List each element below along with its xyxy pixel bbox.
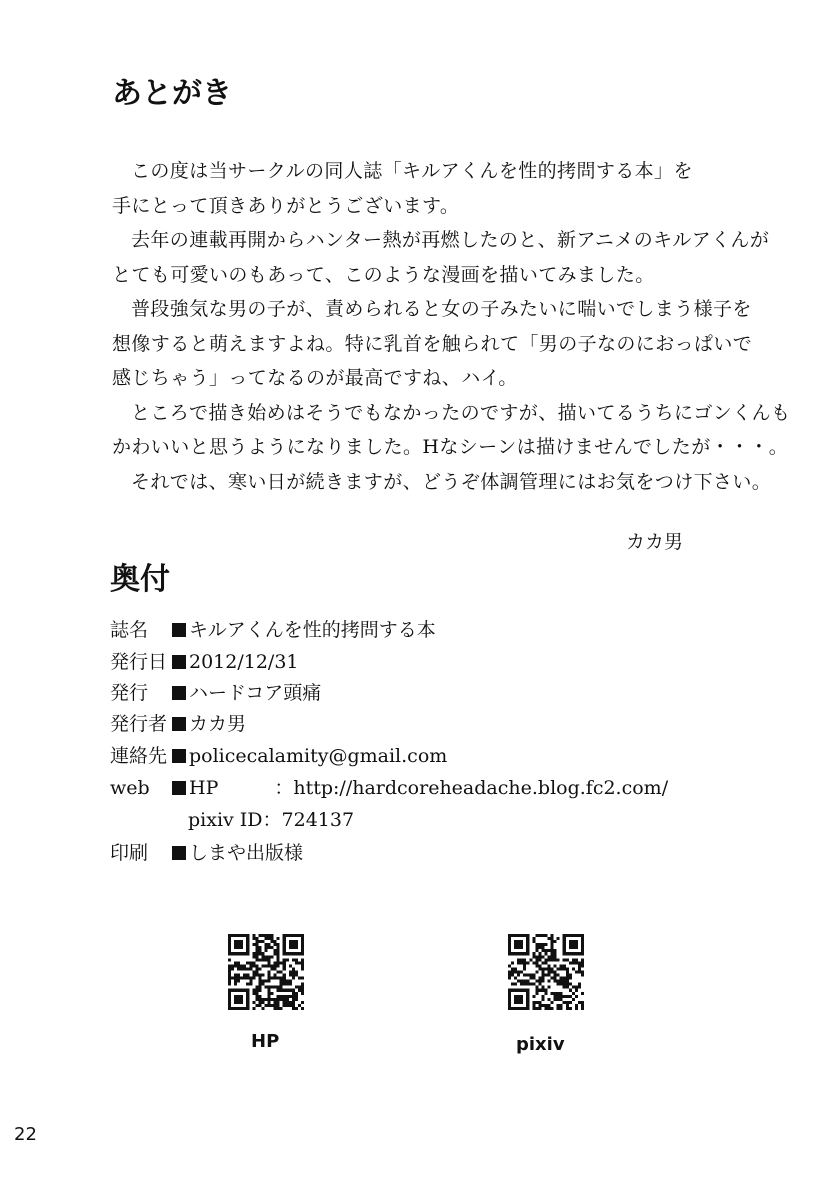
- qr-code-pixiv-icon: [508, 934, 584, 1010]
- colophon-row-pixiv: [188, 807, 354, 833]
- web-hp-url[interactable]: ：http://hardcoreheadache.blog.fc2.com/: [274, 777, 669, 799]
- colophon-value: しまや出版様: [189, 842, 304, 864]
- contact-email[interactable]: policecalamity@gmail.com: [189, 745, 448, 767]
- author-signature: カカ男: [626, 531, 684, 553]
- colophon-label: 発行者: [110, 713, 168, 735]
- afterword-body: [112, 154, 791, 499]
- afterword-line: 去年の連載再開からハンター熱が再燃したのと、新アニメのキルアくんが: [131, 229, 770, 251]
- colophon-label: 連絡先: [110, 745, 168, 767]
- colophon-label: 誌名: [110, 619, 149, 641]
- colophon-row-contact: [110, 743, 447, 769]
- colophon-label: 発行: [110, 682, 149, 704]
- colophon-label: 印刷: [110, 842, 149, 864]
- colophon-row-publisher: [110, 680, 321, 706]
- afterword-line: 感じちゃう」ってなるのが最高ですね、ハイ。: [112, 367, 518, 389]
- bullet-square-icon: [172, 686, 186, 700]
- colophon-label: web: [110, 777, 150, 799]
- qr-code-hp-icon: [228, 934, 304, 1010]
- pixiv-id: pixiv ID：724137: [188, 809, 355, 831]
- qr-pixiv-label: pixiv: [516, 1034, 565, 1055]
- colophon-value: キルアくんを性的拷問する本: [189, 619, 436, 641]
- colophon-value: 2012/12/31: [189, 651, 299, 673]
- afterword-line: 想像すると萌えますよね。特に乳首を触られて「男の子なのにおっぱいで: [112, 332, 753, 355]
- afterword-line: この度は当サークルの同人誌「キルアくんを性的拷問する本」を: [131, 160, 693, 182]
- colophon-row-issuer: [110, 711, 246, 737]
- bullet-square-icon: [172, 749, 186, 763]
- web-hp-label: HP: [189, 777, 219, 799]
- afterword-title: あとがき: [112, 76, 232, 111]
- colophon-value: ハードコア頭痛: [189, 682, 322, 704]
- colophon-row-date: [110, 649, 299, 675]
- colophon-label: 発行日: [110, 651, 168, 673]
- afterword-line: ところで描き始めはそうでもなかったのですが、描いてるうちにゴンくんも: [131, 401, 791, 424]
- bullet-square-icon: [172, 846, 186, 860]
- afterword-line: かわいいと思うようになりました。Hなシーンは描けませんでしたが・・・。: [112, 436, 789, 458]
- afterword-line: 普段強気な男の子が、責められると女の子みたいに喘いでしまう様子を: [131, 298, 752, 320]
- qr-hp-label: HP: [251, 1031, 280, 1052]
- colophon-row-web: [110, 775, 668, 801]
- page-number: 22: [14, 1124, 37, 1145]
- afterword-line: それでは、寒い日が続きますが、どうぞ体調管理にはお気をつけ下さい。: [131, 470, 772, 493]
- afterword-line: 手にとって頂きありがとうございます。: [112, 194, 460, 217]
- colophon-value: カカ男: [189, 713, 247, 735]
- afterword-line: とても可愛いのもあって、このような漫画を描いてみました。: [112, 263, 655, 286]
- colophon-title: 奥付: [110, 562, 170, 597]
- bullet-square-icon: [172, 623, 186, 637]
- bullet-square-icon: [172, 655, 186, 669]
- colophon-row-title: [110, 617, 436, 643]
- bullet-square-icon: [172, 717, 186, 731]
- bullet-square-icon: [172, 781, 186, 795]
- colophon-row-printer: [110, 840, 303, 866]
